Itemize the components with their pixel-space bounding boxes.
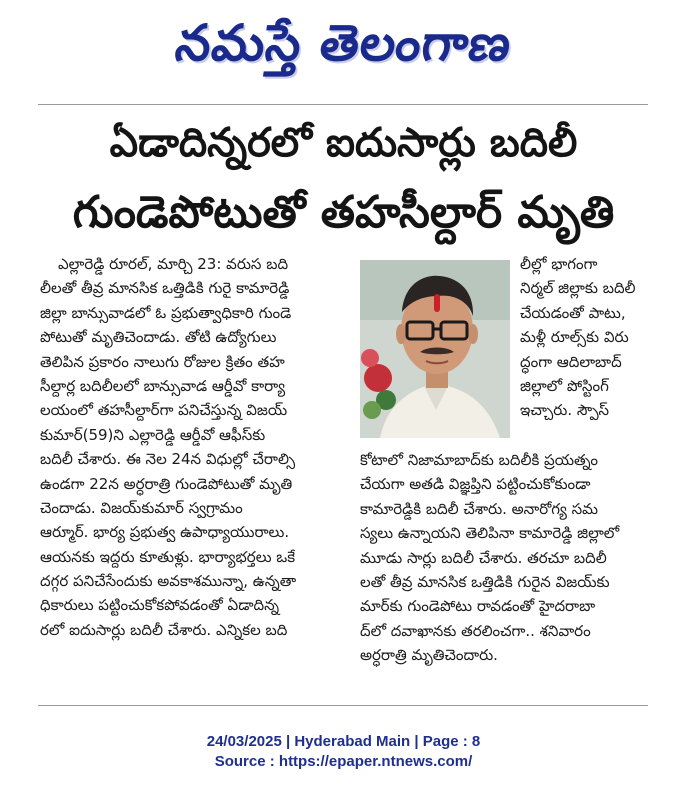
masthead-title: నమస్తే తెలంగాణ — [171, 14, 516, 72]
article-line: పోటుతో మృతిచెందాడు. తోటి ఉద్యోగులు — [40, 328, 277, 347]
portrait-photo — [360, 260, 510, 438]
masthead-divider — [38, 104, 648, 105]
article-line: మార్‌కు గుండెపోటు రావడంతో హైదరాబా — [360, 597, 596, 616]
article-line: బదిలీ చేశారు. ఈ నెల 24న విధుల్లో చేరాల్సి — [40, 450, 296, 469]
article-line: మూడు సార్లు బదిలీ చేశారు. తరచూ బదిలీ — [360, 548, 607, 567]
article-line: ద్‌లో దవాఖానకు తరలించగా.. శనివారం — [360, 621, 591, 640]
article-line: అర్ధరాత్రి మృతిచెందారు. — [360, 646, 498, 665]
article-line: చేయడంతో పాటు, — [520, 303, 626, 322]
article-line: జిల్లాలో పోస్టింగ్ — [520, 376, 609, 395]
article-line: దగ్గర పనిచేసేందుకు అవకాశమున్నా, ఉన్నతా — [40, 572, 297, 591]
article-line: ఆర్మూర్. భార్య ప్రభుత్వ ఉపాధ్యాయురాలు. — [40, 523, 290, 542]
portrait-illustration — [360, 260, 510, 438]
article-line: స్యలు ఉన్నాయని తెలిపినా కామారెడ్డి జిల్లాలో — [360, 524, 620, 543]
article-line: కుమార్(59)ని ఎల్లారెడ్డి ఆర్డీవో ఆఫీస్‌కు — [40, 425, 266, 444]
headline-line-1: ఏడాదిన్నరలో ఐదుసార్లు బదిలీ — [109, 120, 578, 166]
article-column-right-top — [520, 252, 660, 423]
article-line: లీల్లో భాగంగా — [520, 255, 598, 273]
article-column-right — [360, 448, 660, 668]
article-line: లతో తీవ్ర మానసిక ఒత్తిడికి గురైన విజయ్‌కు — [360, 572, 610, 591]
article-line: నిర్మల్ జిల్లాకు బదిలీ — [520, 279, 636, 298]
article-column-left — [40, 252, 338, 642]
article-line: కోటాలో నిజామాబాద్‌కు బదిలీకి ప్రయత్నం — [360, 451, 598, 469]
article-line: ఆయనకు ఇద్దరు కూతుళ్లు. భార్యాభర్తలు ఒకే — [40, 547, 296, 566]
article-line: ఎల్లారెడ్డి రూరల్, మార్చి 23: వరుస బది — [58, 255, 289, 273]
article-line: జిల్లా బాన్సువాడలో ఓ ప్రభుత్వాధికారి గుండె — [40, 303, 292, 322]
article-line: లయంలో తహసీల్దార్‌గా పనిచేస్తున్న విజయ్ — [40, 401, 288, 420]
source-link[interactable]: Source : https://epaper.ntnews.com/ — [214, 753, 473, 770]
article-line: ధికారులు పట్టించుకోకపోవడంతో ఏడాదిన్న — [40, 596, 280, 615]
edition-info: 24/03/2025 | Hyderabad Main | Page : 8 — [206, 733, 481, 750]
article-line: రలో ఐదుసార్లు బదిలీ చేశారు. ఎన్నికల బది — [40, 620, 288, 639]
article-line: చేయగా అతడి విజ్ఞప్తిని పట్టించుకోకుండా — [360, 475, 591, 494]
article-line: సీల్దార్ల బదిలీలలో బాన్సువాడ ఆర్డీవో కార్యా — [40, 376, 286, 395]
headline-line-2: గుండెపోటుతో తహసీల్దార్ మృతి — [72, 187, 615, 238]
article-line: చెందాడు. విజయ్‌కుమార్ స్వగ్రామం — [40, 498, 243, 517]
article-line: తెలిపిన ప్రకారం నాలుగు రోజుల క్రితం తహ — [40, 352, 285, 371]
footer-divider — [38, 705, 648, 706]
masthead — [0, 4, 687, 82]
article-line: మళ్లీ రూల్స్‌కు విరు — [520, 328, 629, 347]
article-line: ద్ధంగా ఆదిలాబాద్ — [520, 352, 622, 371]
article-line: లీలతో తీవ్ర మానసిక ఒత్తిడికి గురై కామారెడ్డి — [40, 279, 290, 298]
article-line: కామారెడ్డికి బదిలీ చేశారు. అనారోగ్య సమ — [360, 499, 599, 518]
article-line: ఇచ్చారు. స్పౌస్ — [520, 401, 610, 420]
article-line: ఉండగా 22న అర్ధరాత్రి గుండెపోటుతో మృతి — [40, 474, 293, 493]
